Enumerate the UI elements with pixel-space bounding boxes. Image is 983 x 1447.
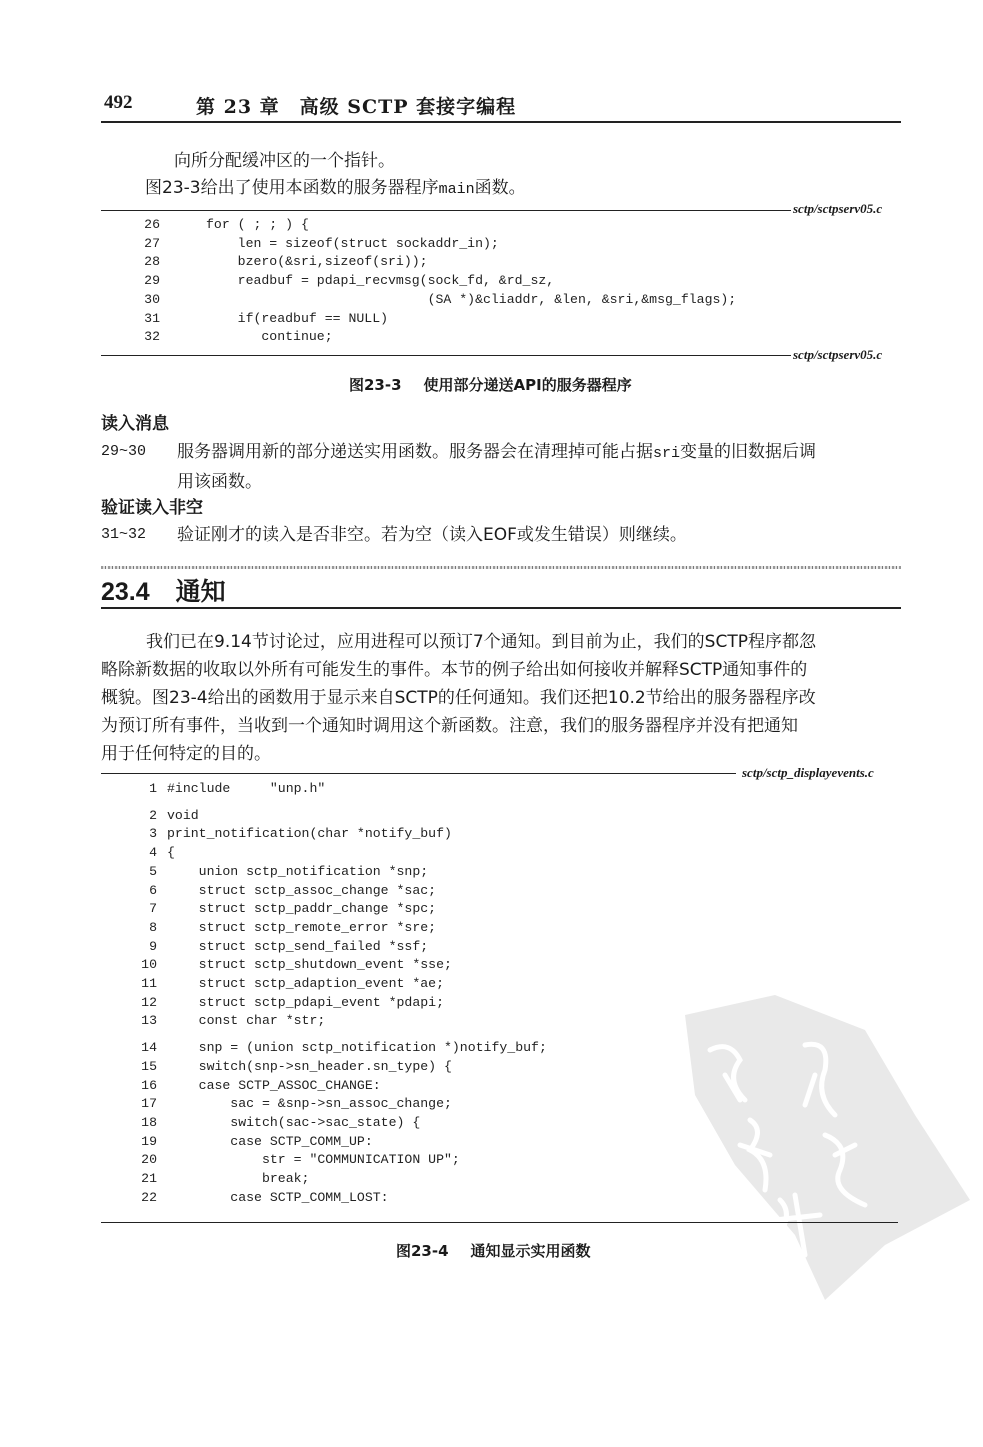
code-text: { [167, 845, 175, 861]
line-number: 10 [141, 957, 157, 973]
figure-caption-23-4 [396, 1240, 591, 1261]
code-bottom-rule [101, 1222, 898, 1223]
code-text: struct sctp_shutdown_event *sse; [167, 957, 452, 973]
intro-text: 图23-3给出了使用本函数的服务器程序 [145, 178, 439, 198]
code-line [127, 1151, 460, 1169]
code-text: void [167, 807, 199, 823]
code-line [127, 844, 175, 862]
line-number: 26 [144, 217, 160, 232]
code-text: switch(snp->sn_header.sn_type) { [167, 1058, 452, 1074]
line-number: 18 [141, 1114, 157, 1130]
explanation-text: 验证刚才的读入是否非空。若为空（读入EOF或发生错误）则继续。 [177, 525, 687, 545]
intro-line-2 [145, 175, 526, 203]
line-number: 29 [144, 273, 160, 289]
code-text: const char *str; [167, 1013, 326, 1029]
line-number: 7 [149, 901, 157, 917]
line-number: 2 [149, 807, 157, 823]
code-top-rule [101, 210, 791, 211]
subheading-read-message: 读入消息 [101, 414, 169, 434]
intro-line-1: 向所分配缓冲区的一个指针。 [174, 151, 395, 171]
line-number: 11 [141, 976, 157, 991]
code-line [130, 235, 499, 253]
line-number: 12 [141, 994, 157, 1010]
line-range: 31~32 [101, 526, 147, 543]
line-number: 16 [141, 1077, 157, 1093]
file-label-bottom: sctp/sctpserv05.c [793, 347, 883, 362]
code-line [130, 253, 428, 271]
body-paragraph-line: 用于任何特定的目的。 [101, 744, 271, 764]
code-line [127, 1058, 452, 1076]
code-line [127, 938, 429, 956]
explanation-text [177, 438, 907, 496]
inline-code: sri [653, 445, 681, 462]
code-text: case SCTP_ASSOC_CHANGE: [167, 1077, 381, 1093]
caption-text: 通知显示实用函数 [470, 1242, 591, 1260]
line-number: 3 [149, 826, 157, 842]
code-line [130, 216, 309, 234]
watermark-label: PDG [865, 1227, 929, 1282]
explanation-29-30 [101, 438, 911, 498]
explanation-31-32 [101, 521, 911, 551]
caption-number: 图23-4 [396, 1242, 449, 1260]
section-heading [101, 572, 226, 608]
code-line [127, 863, 429, 881]
code-text: bzero(&sri,sizeof(sri)); [206, 254, 428, 270]
body-paragraph-line: 我们已在9.14节讨论过，应用进程可以预订7个通知。到目前为止，我们的SCTP程序都忽 [146, 632, 816, 652]
code-line [130, 272, 555, 290]
code-text: struct sctp_pdapi_event *pdapi; [167, 994, 444, 1010]
code-line [127, 1077, 381, 1095]
code-text: case SCTP_COMM_UP: [167, 1133, 373, 1149]
code-line [130, 328, 333, 346]
code-line [127, 1039, 547, 1057]
line-number: 19 [141, 1133, 157, 1149]
line-number: 21 [141, 1171, 157, 1186]
inline-code: main [438, 181, 475, 198]
line-number: 5 [149, 863, 157, 879]
section-title: 通知 [175, 577, 226, 606]
code-line [127, 780, 326, 798]
code-text: #include "unp.h" [167, 781, 326, 796]
subheading-verify-nonempty: 验证读入非空 [101, 498, 203, 518]
line-number: 30 [144, 291, 160, 307]
code-text: switch(sac->sac_state) { [167, 1114, 421, 1130]
explanation-text-prefix: 服务器调用新的部分递送实用函数。服务器会在清理掉可能占据 [177, 442, 653, 462]
code-text: if(readbuf == NULL) [206, 310, 389, 326]
code-line [127, 919, 437, 937]
code-line [127, 1133, 373, 1151]
code-line [127, 1095, 452, 1113]
body-paragraph-line: 为预订所有事件，当收到一个通知时调用这个新函数。注意，我们的服务器程序并没有把通知 [101, 716, 798, 736]
code-text: struct sctp_send_failed *ssf; [167, 938, 429, 954]
code-text: struct sctp_paddr_change *spc; [167, 901, 437, 917]
code-line [127, 975, 444, 993]
code-line [127, 994, 444, 1012]
caption-text: 使用部分递送API的服务器程序 [423, 376, 632, 394]
body-paragraph-line: 概貌。图23-4给出的函数用于显示来自SCTP的任何通知。我们还把10.2节给出的服务器程序改 [101, 688, 816, 708]
code-line [127, 825, 452, 843]
code-text: continue; [206, 329, 333, 345]
body-paragraph-line: 略除新数据的收取以外所有可能发生的事件。本节的例子给出如何接收并解释SCTP通知事件的 [101, 660, 808, 680]
code-line [127, 1189, 389, 1207]
line-number: 31 [144, 310, 160, 326]
line-number: 15 [141, 1058, 157, 1074]
code-text: for ( ; ; ) { [206, 217, 309, 232]
caption-number: 图23-3 [349, 376, 402, 394]
line-number: 8 [149, 919, 157, 935]
chapter-title: 第 23 章 高级 SCTP 套接字编程 [196, 96, 517, 118]
code-bottom-rule [101, 355, 791, 356]
code-line [127, 1170, 310, 1188]
line-number: 17 [141, 1096, 157, 1112]
code-text: print_notification(char *notify_buf) [167, 826, 452, 842]
code-line [127, 882, 437, 900]
code-line [130, 291, 737, 309]
header-rule [101, 121, 901, 123]
section-dotted-rule [101, 566, 901, 569]
code-line [130, 310, 389, 328]
line-number: 4 [149, 845, 157, 861]
code-line [127, 1012, 326, 1030]
line-number: 22 [141, 1189, 157, 1205]
file-label-top: sctp/sctp_displayevents.c [742, 765, 874, 780]
code-text: break; [167, 1171, 310, 1186]
line-number: 32 [144, 329, 160, 345]
pdg-watermark [655, 985, 975, 1305]
line-number: 27 [144, 235, 160, 251]
code-text: union sctp_notification *snp; [167, 863, 429, 879]
body-paragraph [101, 628, 911, 768]
line-number: 28 [144, 254, 160, 270]
code-text: struct sctp_remote_error *sre; [167, 919, 437, 935]
watermark-seal [685, 995, 970, 1300]
line-number: 20 [141, 1152, 157, 1168]
line-number: 6 [149, 882, 157, 898]
code-line [127, 956, 452, 974]
line-range: 29~30 [101, 443, 147, 460]
code-text: struct sctp_assoc_change *sac; [167, 882, 437, 898]
code-text: struct sctp_adaption_event *ae; [167, 976, 444, 991]
code-text: (SA *)&cliaddr, &len, &sri,&msg_flags); [206, 291, 737, 307]
section-number: 23.4 [101, 578, 150, 606]
code-text: sac = &snp->sn_assoc_change; [167, 1096, 452, 1112]
file-label-top: sctp/sctpserv05.c [793, 201, 883, 216]
page-number: 492 [104, 92, 133, 113]
code-line [127, 1114, 421, 1132]
code-text: len = sizeof(struct sockaddr_in); [206, 235, 499, 251]
line-number: 14 [141, 1040, 157, 1056]
code-line [127, 900, 437, 918]
figure-caption-23-3 [349, 374, 632, 395]
code-text: case SCTP_COMM_LOST: [167, 1189, 389, 1205]
code-top-rule [101, 773, 736, 774]
line-number: 13 [141, 1013, 157, 1029]
intro-text-suffix: 函数。 [474, 178, 526, 198]
explanation-text-suffix: 变量的旧数据后调 [680, 442, 817, 462]
line-number: 1 [149, 781, 157, 796]
running-head [101, 88, 901, 122]
line-number: 9 [149, 938, 157, 954]
code-text: snp = (union sctp_notification *)notify_buf; [167, 1040, 547, 1056]
explanation-text-line2: 用该函数。 [177, 472, 262, 492]
section-rule [101, 607, 901, 609]
code-text: str = "COMMUNICATION UP"; [167, 1152, 460, 1168]
code-line [127, 807, 199, 825]
code-text: readbuf = pdapi_recvmsg(sock_fd, &rd_sz, [206, 273, 555, 289]
